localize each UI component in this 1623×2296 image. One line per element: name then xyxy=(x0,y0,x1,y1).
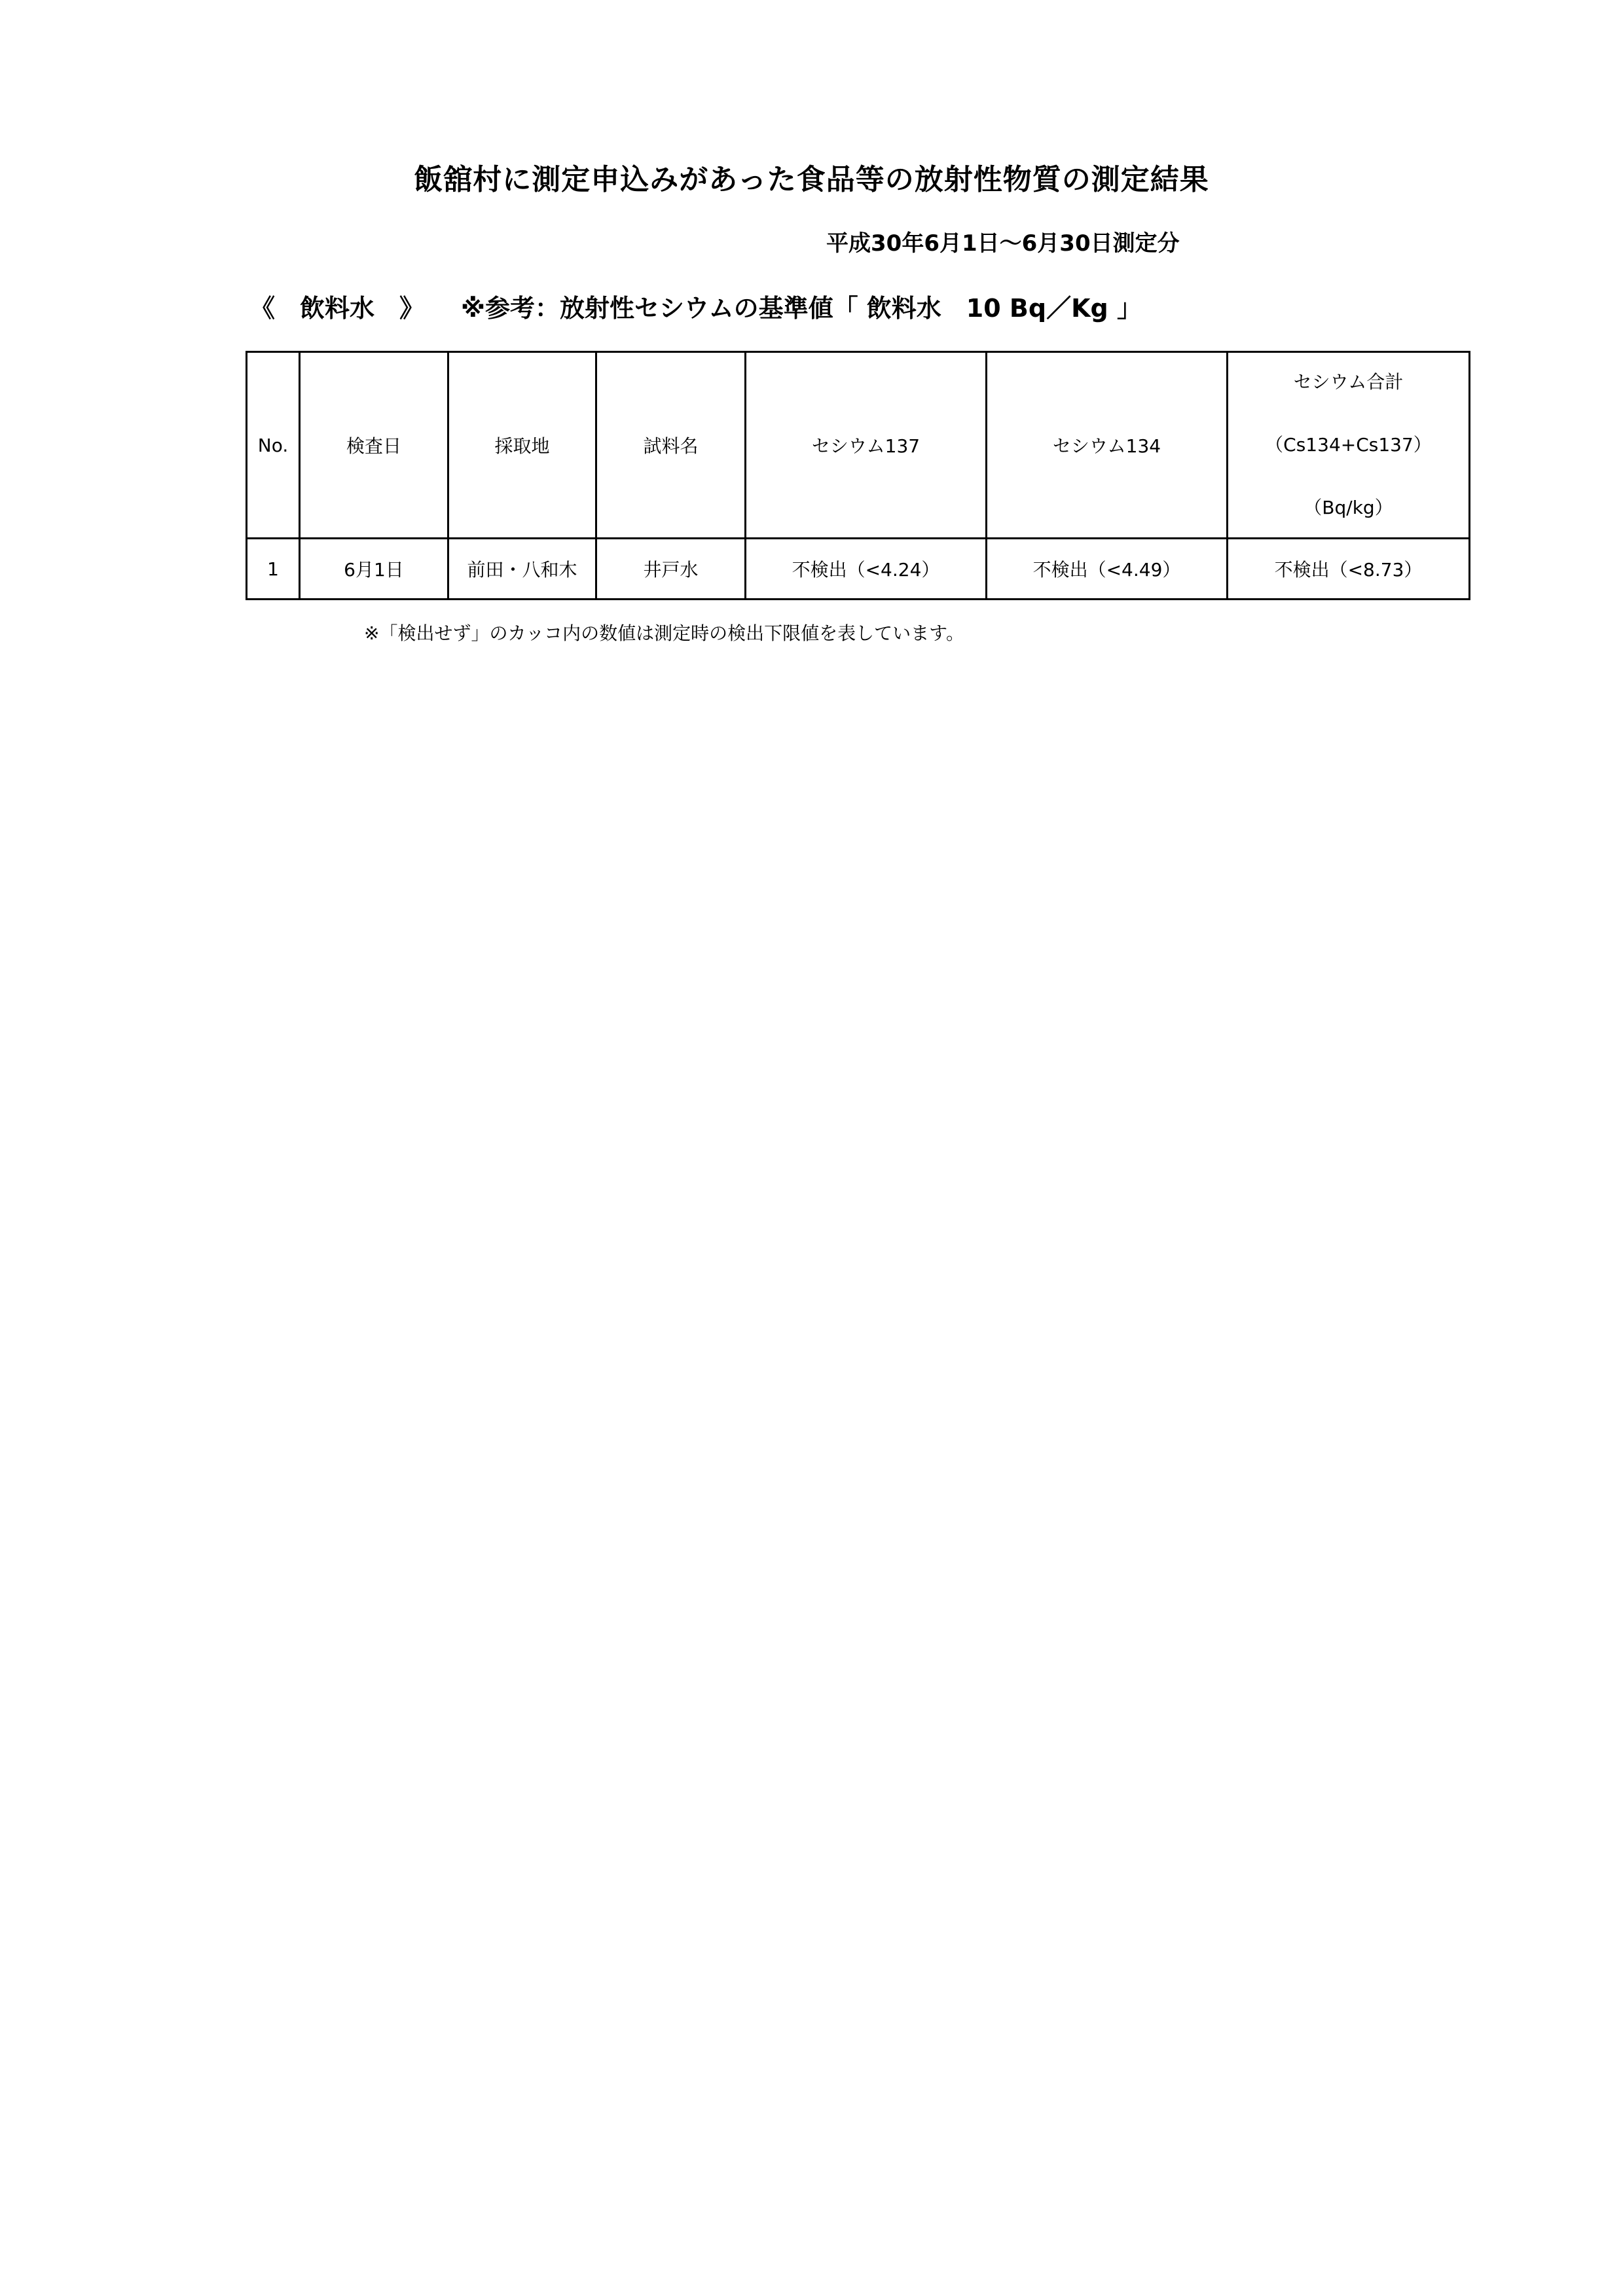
row-sample-name: 井戸水 xyxy=(596,539,746,600)
category-label: 《 飲料水 》 xyxy=(250,294,425,323)
row-inspection-date: 6月1日 xyxy=(300,539,448,600)
page-title: 飯舘村に測定申込みがあった食品等の放射性物質の測定結果 xyxy=(414,163,1209,196)
header-sample-name: 試料名 xyxy=(596,352,746,539)
header-sampling-location: 採取地 xyxy=(448,352,596,539)
row-sampling-location: 前田・八和木 xyxy=(448,539,596,600)
row-no: 1 xyxy=(247,539,300,600)
footnote: ※「検出せず」のカッコ内の数値は測定時の検出下限値を表しています。 xyxy=(364,622,964,644)
header-cesium-total-unit: （Bq/kg） xyxy=(1304,497,1393,518)
header-cesium-137: セシウム137 xyxy=(746,352,987,539)
table-header-row xyxy=(247,352,1470,539)
row-cesium-total: 不検出（<8.73） xyxy=(1228,539,1470,600)
header-cesium-total-formula: （Cs134+Cs137） xyxy=(1265,434,1432,456)
header-cesium-total-label: セシウム合計 xyxy=(1293,371,1404,393)
measurement-period: 平成30年6月1日～6月30日測定分 xyxy=(826,230,1180,257)
section-header xyxy=(250,288,1142,324)
results-table xyxy=(246,351,1470,600)
header-no: No. xyxy=(247,352,300,539)
header-cesium-134: セシウム134 xyxy=(987,352,1228,539)
row-cesium-137: 不検出（<4.24） xyxy=(746,539,987,600)
table-row xyxy=(247,539,1470,600)
reference-standard-note: ※参考：放射性セシウムの基準値「 飲料水 10 Bq／Kg 」 xyxy=(461,294,1142,323)
header-cesium-total xyxy=(1228,352,1470,539)
header-inspection-date: 検査日 xyxy=(300,352,448,539)
row-cesium-134: 不検出（<4.49） xyxy=(987,539,1228,600)
